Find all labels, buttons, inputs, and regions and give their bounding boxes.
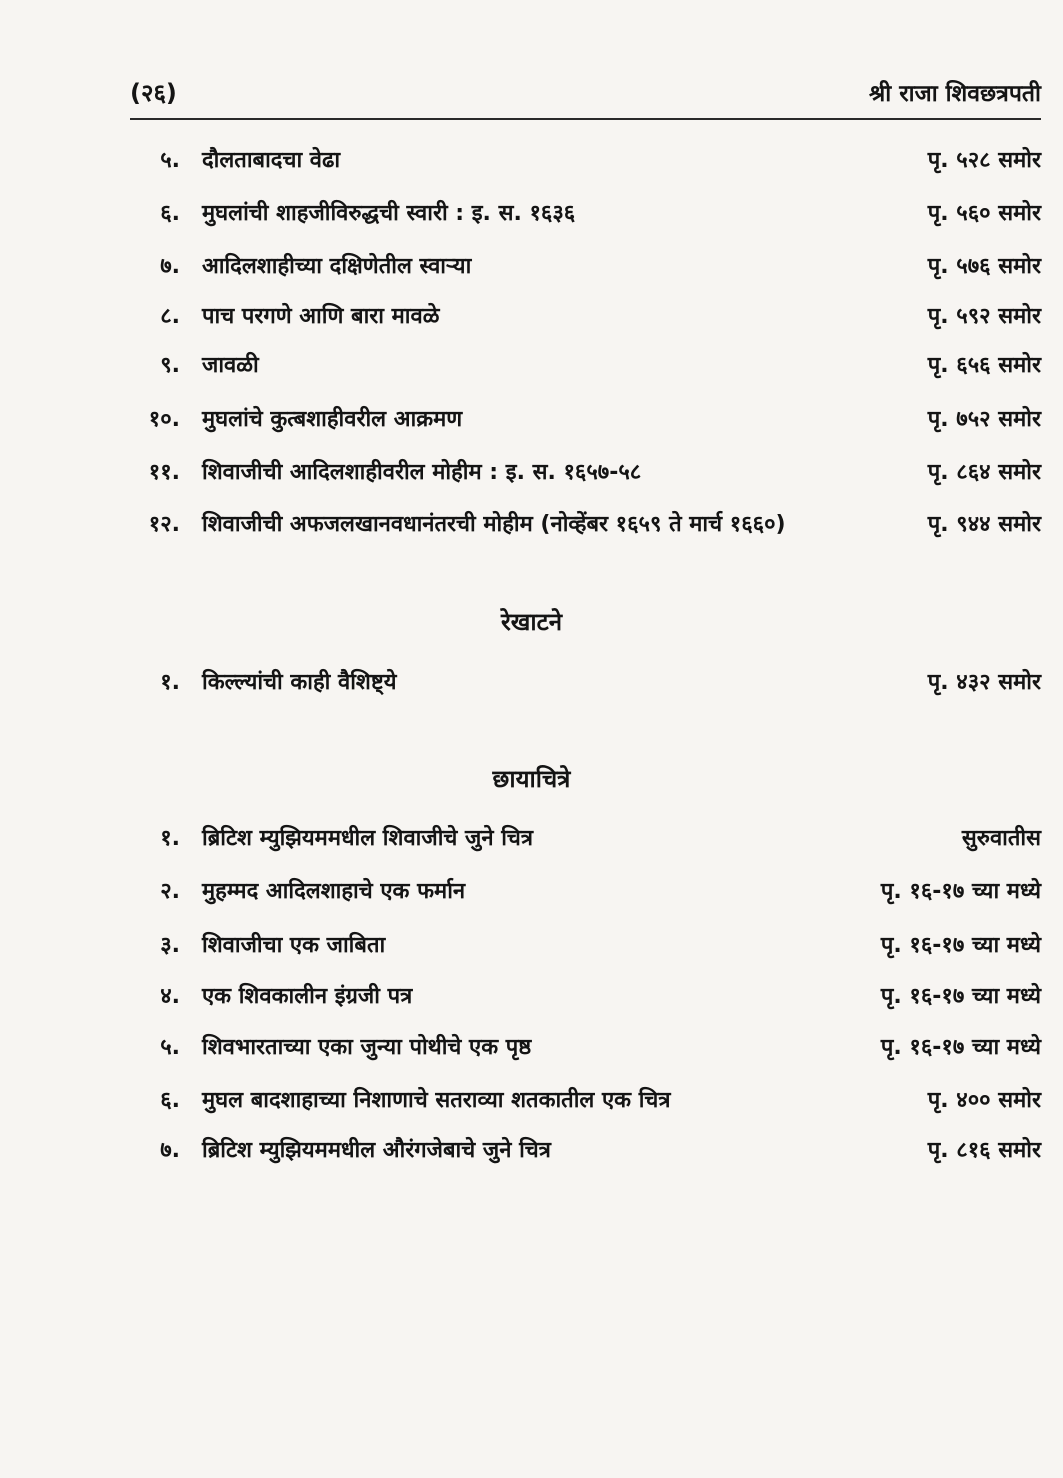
item-number: १२.: [148, 512, 180, 537]
item-number: १०.: [148, 407, 180, 432]
list-item: [120, 244, 1041, 284]
list-item: [120, 343, 1041, 383]
item-page-ref: पृ. ४३२ समोर: [927, 670, 1041, 695]
item-page-ref: पृ. ७५२ समोर: [927, 407, 1041, 432]
item-page-ref: पृ. ९४४ समोर: [927, 512, 1041, 537]
item-title: मुघल बादशाहाच्या निशाणाचे सतराव्या शतकातील एक चित्र: [202, 1088, 671, 1113]
item-page-ref: पृ. ८६४ समोर: [927, 460, 1041, 485]
item-title: शिवाजीची आदिलशाहीवरील मोहीम : इ. स. १६५७-५८: [202, 460, 642, 485]
item-number: १.: [160, 670, 180, 695]
list-item: [120, 1025, 1041, 1065]
item-page-ref: पृ. ६५६ समोर: [927, 353, 1041, 378]
item-title: ब्रिटिश म्युझियममधील शिवाजीचे जुने चित्र: [202, 826, 534, 851]
item-title: शिवाजीचा एक जाबिता: [202, 933, 386, 958]
list-item: [120, 294, 1041, 334]
list-item: [120, 450, 1041, 490]
list-item: [120, 923, 1041, 963]
item-number: ५.: [160, 148, 180, 173]
item-title: मुहम्मद आदिलशाहाचे एक फर्मान: [202, 879, 466, 904]
item-title: मुघलांचे कुत्बशाहीवरील आक्रमण: [202, 407, 463, 432]
book-title: श्री राजा शिवछत्रपती: [869, 81, 1041, 107]
page-number: (२६): [130, 79, 177, 107]
item-page-ref: पृ. ५२८ समोर: [927, 148, 1041, 173]
item-title: पाच परगणे आणि बारा मावळे: [202, 304, 440, 329]
item-page-ref: पृ. १६-१७ च्या मध्ये: [880, 879, 1041, 904]
header-divider: [130, 118, 1041, 120]
section-heading-photos: छायाचित्रे: [492, 765, 571, 793]
item-title: एक शिवकालीन इंग्रजी पत्र: [202, 984, 413, 1009]
list-item: [120, 1078, 1041, 1118]
list-item: [120, 869, 1041, 909]
item-number: ६.: [160, 201, 180, 226]
item-title: किल्ल्यांची काही वैशिष्ट्ये: [202, 670, 397, 695]
list-item: [120, 974, 1041, 1014]
item-page-ref: पृ. ५७६ समोर: [927, 254, 1041, 279]
list-item: [120, 660, 1041, 700]
item-number: ३.: [160, 933, 180, 958]
item-number: ७.: [160, 1138, 180, 1163]
item-title: शिवभारताच्या एका जुन्या पोथीचे एक पृष्ठ: [202, 1035, 532, 1060]
item-title: मुघलांची शाहजीविरुद्धची स्वारी : इ. स. १६३६: [202, 201, 576, 226]
item-page-ref: पृ. १६-१७ च्या मध्ये: [880, 933, 1041, 958]
item-number: ९.: [160, 353, 180, 378]
item-number: ११.: [148, 460, 180, 485]
item-number: ६.: [160, 1088, 180, 1113]
item-number: ७.: [160, 254, 180, 279]
item-number: २.: [160, 879, 180, 904]
item-number: ५.: [160, 1035, 180, 1060]
item-title: जावळी: [202, 353, 259, 378]
item-number: ४.: [160, 984, 180, 1009]
list-item: [120, 1128, 1041, 1168]
item-title: आदिलशाहीच्या दक्षिणेतील स्वाऱ्या: [202, 254, 472, 279]
item-page-ref: पृ. ५९२ समोर: [927, 304, 1041, 329]
page-header: [130, 72, 1041, 116]
item-number: १.: [160, 826, 180, 851]
item-page-ref: पृ. ५६० समोर: [927, 201, 1041, 226]
list-item: [120, 397, 1041, 437]
item-title: शिवाजीची अफजलखानवधानंतरची मोहीम (नोव्हेंबर १६५९ ते मार्च १६६०): [202, 512, 786, 537]
item-page-ref: सुरुवातीस: [961, 826, 1041, 851]
list-item: [120, 191, 1041, 231]
item-title: दौलताबादचा वेढा: [202, 148, 341, 173]
item-page-ref: पृ. ४०० समोर: [927, 1088, 1041, 1113]
item-title: ब्रिटिश म्युझियममधील औरंगजेबाचे जुने चित्र: [202, 1138, 551, 1163]
section-heading-sketches: रेखाटने: [500, 608, 563, 636]
item-page-ref: पृ. १६-१७ च्या मध्ये: [880, 1035, 1041, 1060]
list-item: [120, 816, 1041, 856]
item-page-ref: पृ. ८१६ समोर: [927, 1138, 1041, 1163]
list-item: [120, 138, 1041, 178]
list-item: [120, 502, 1041, 542]
item-number: ८.: [160, 304, 180, 329]
item-page-ref: पृ. १६-१७ च्या मध्ये: [880, 984, 1041, 1009]
